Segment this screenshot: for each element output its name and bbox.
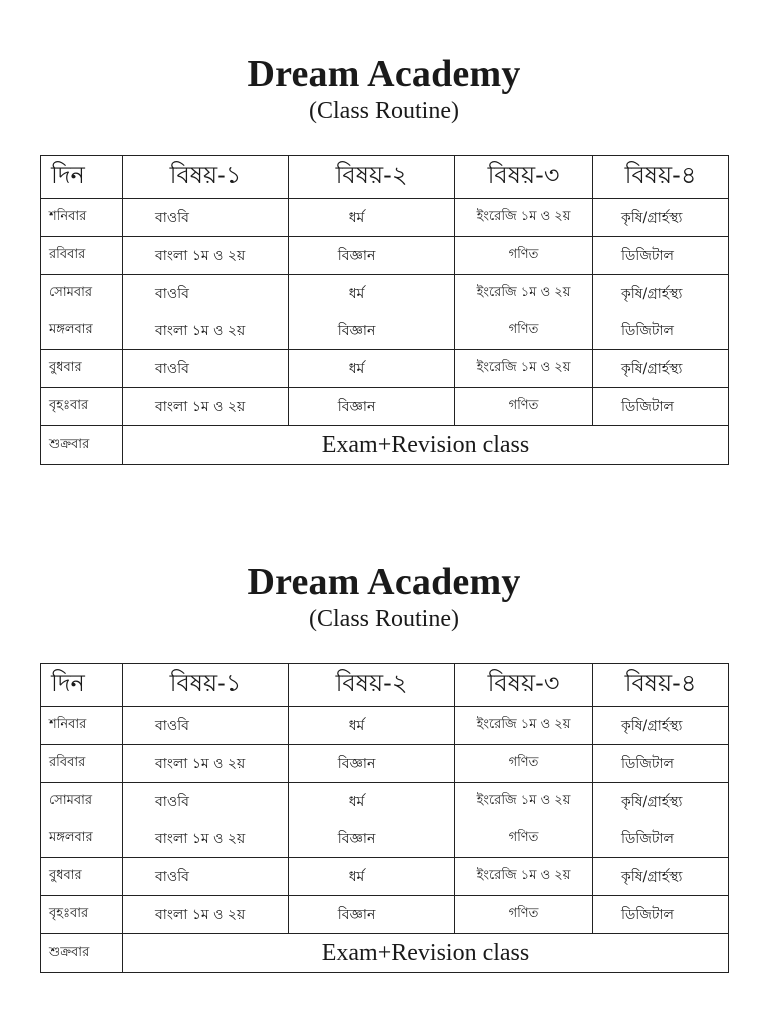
- header-subject-2: বিষয়-২: [289, 664, 455, 707]
- subject-2-cell: ধর্ম: [289, 707, 455, 745]
- subject-2-cell: ধর্ম: [289, 783, 455, 821]
- friday-row: [41, 934, 729, 973]
- class-routine-1: [0, 52, 768, 458]
- routine-table: [40, 663, 729, 973]
- subject-4-cell: কৃষি/গ্রার্হস্থ্য: [593, 275, 729, 313]
- header-subject-1: বিষয়-১: [123, 156, 289, 199]
- header-row: [41, 664, 729, 707]
- subject-3-cell: গণিত: [455, 820, 593, 858]
- day-cell: শুক্রবার: [41, 426, 123, 465]
- table-row: [41, 858, 729, 896]
- academy-title: Dream Academy: [247, 53, 521, 95]
- subject-3-cell: গণিত: [455, 896, 593, 934]
- subject-3-cell: ইংরেজি ১ম ও ২য়: [455, 350, 593, 388]
- routine-subtitle: (Class Routine): [309, 98, 459, 124]
- subject-3-cell: ইংরেজি ১ম ও ২য়: [455, 783, 593, 821]
- subject-3-cell: ইংরেজি ১ম ও ২য়: [455, 199, 593, 237]
- day-cell: বৃহঃবার: [41, 896, 123, 934]
- header-day: দিন: [41, 664, 123, 707]
- subject-1-cell: বাংলা ১ম ও ২য়: [123, 745, 289, 783]
- day-cell: মঙ্গলবার: [41, 820, 123, 858]
- subject-2-cell: বিজ্ঞান: [289, 388, 455, 426]
- day-cell: শনিবার: [41, 707, 123, 745]
- subject-4-cell: ডিজিটাল: [593, 312, 729, 350]
- subject-4-cell: ডিজিটাল: [593, 745, 729, 783]
- header-day: দিন: [41, 156, 123, 199]
- day-cell: বুধবার: [41, 350, 123, 388]
- subject-1-cell: বাওবি: [123, 858, 289, 896]
- subject-2-cell: ধর্ম: [289, 275, 455, 313]
- day-cell: সোমবার: [41, 783, 123, 821]
- subject-2-cell: বিজ্ঞান: [289, 312, 455, 350]
- day-cell: রবিবার: [41, 237, 123, 275]
- header-subject-3: বিষয়-৩: [455, 156, 593, 199]
- subject-1-cell: বাংলা ১ম ও ২য়: [123, 388, 289, 426]
- subject-3-cell: ইংরেজি ১ম ও ২য়: [455, 275, 593, 313]
- day-cell: সোমবার: [41, 275, 123, 313]
- subject-1-cell: বাওবি: [123, 199, 289, 237]
- subject-1-cell: বাওবি: [123, 707, 289, 745]
- subject-1-cell: বাওবি: [123, 783, 289, 821]
- subject-1-cell: বাংলা ১ম ও ২য়: [123, 820, 289, 858]
- header-subject-1: বিষয়-১: [123, 664, 289, 707]
- subject-4-cell: ডিজিটাল: [593, 237, 729, 275]
- subject-3-cell: গণিত: [455, 745, 593, 783]
- table-row: [41, 783, 729, 821]
- routine-table: [40, 155, 729, 465]
- subject-4-cell: কৃষি/গ্রার্হস্থ্য: [593, 783, 729, 821]
- table-row: [41, 350, 729, 388]
- subject-2-cell: ধর্ম: [289, 199, 455, 237]
- subject-2-cell: বিজ্ঞান: [289, 896, 455, 934]
- day-cell: বুধবার: [41, 858, 123, 896]
- subject-4-cell: ডিজিটাল: [593, 896, 729, 934]
- subject-2-cell: বিজ্ঞান: [289, 745, 455, 783]
- subject-4-cell: কৃষি/গ্রার্হস্থ্য: [593, 199, 729, 237]
- subject-1-cell: বাংলা ১ম ও ২য়: [123, 237, 289, 275]
- subject-1-cell: বাংলা ১ম ও ২য়: [123, 312, 289, 350]
- table-row: [41, 707, 729, 745]
- day-cell: মঙ্গলবার: [41, 312, 123, 350]
- subject-2-cell: ধর্ম: [289, 858, 455, 896]
- table-row: [41, 237, 729, 275]
- subject-1-cell: বাওবি: [123, 350, 289, 388]
- subject-2-cell: বিজ্ঞান: [289, 820, 455, 858]
- header-subject-4: বিষয়-৪: [593, 156, 729, 199]
- table-row: [41, 745, 729, 783]
- subject-4-cell: কৃষি/গ্রার্হস্থ্য: [593, 350, 729, 388]
- routine-subtitle: (Class Routine): [309, 606, 459, 632]
- table-row: [41, 312, 729, 350]
- subject-3-cell: গণিত: [455, 312, 593, 350]
- subject-4-cell: ডিজিটাল: [593, 388, 729, 426]
- subject-4-cell: ডিজিটাল: [593, 820, 729, 858]
- table-row: [41, 820, 729, 858]
- class-routine-2: [0, 560, 768, 966]
- table-row: [41, 199, 729, 237]
- subject-3-cell: গণিত: [455, 388, 593, 426]
- subject-1-cell: বাওবি: [123, 275, 289, 313]
- subject-3-cell: ইংরেজি ১ম ও ২য়: [455, 707, 593, 745]
- exam-revision-cell: Exam+Revision class: [123, 426, 729, 465]
- day-cell: শুক্রবার: [41, 934, 123, 973]
- table-row: [41, 896, 729, 934]
- subject-4-cell: কৃষি/গ্রার্হস্থ্য: [593, 858, 729, 896]
- subject-4-cell: কৃষি/গ্রার্হস্থ্য: [593, 707, 729, 745]
- day-cell: বৃহঃবার: [41, 388, 123, 426]
- friday-row: [41, 426, 729, 465]
- header-subject-4: বিষয়-৪: [593, 664, 729, 707]
- academy-title: Dream Academy: [247, 561, 521, 603]
- header-row: [41, 156, 729, 199]
- table-row: [41, 388, 729, 426]
- subject-1-cell: বাংলা ১ম ও ২য়: [123, 896, 289, 934]
- table-row: [41, 275, 729, 313]
- subject-3-cell: গণিত: [455, 237, 593, 275]
- subject-2-cell: ধর্ম: [289, 350, 455, 388]
- day-cell: শনিবার: [41, 199, 123, 237]
- day-cell: রবিবার: [41, 745, 123, 783]
- header-subject-3: বিষয়-৩: [455, 664, 593, 707]
- header-subject-2: বিষয়-২: [289, 156, 455, 199]
- subject-3-cell: ইংরেজি ১ম ও ২য়: [455, 858, 593, 896]
- exam-revision-cell: Exam+Revision class: [123, 934, 729, 973]
- subject-2-cell: বিজ্ঞান: [289, 237, 455, 275]
